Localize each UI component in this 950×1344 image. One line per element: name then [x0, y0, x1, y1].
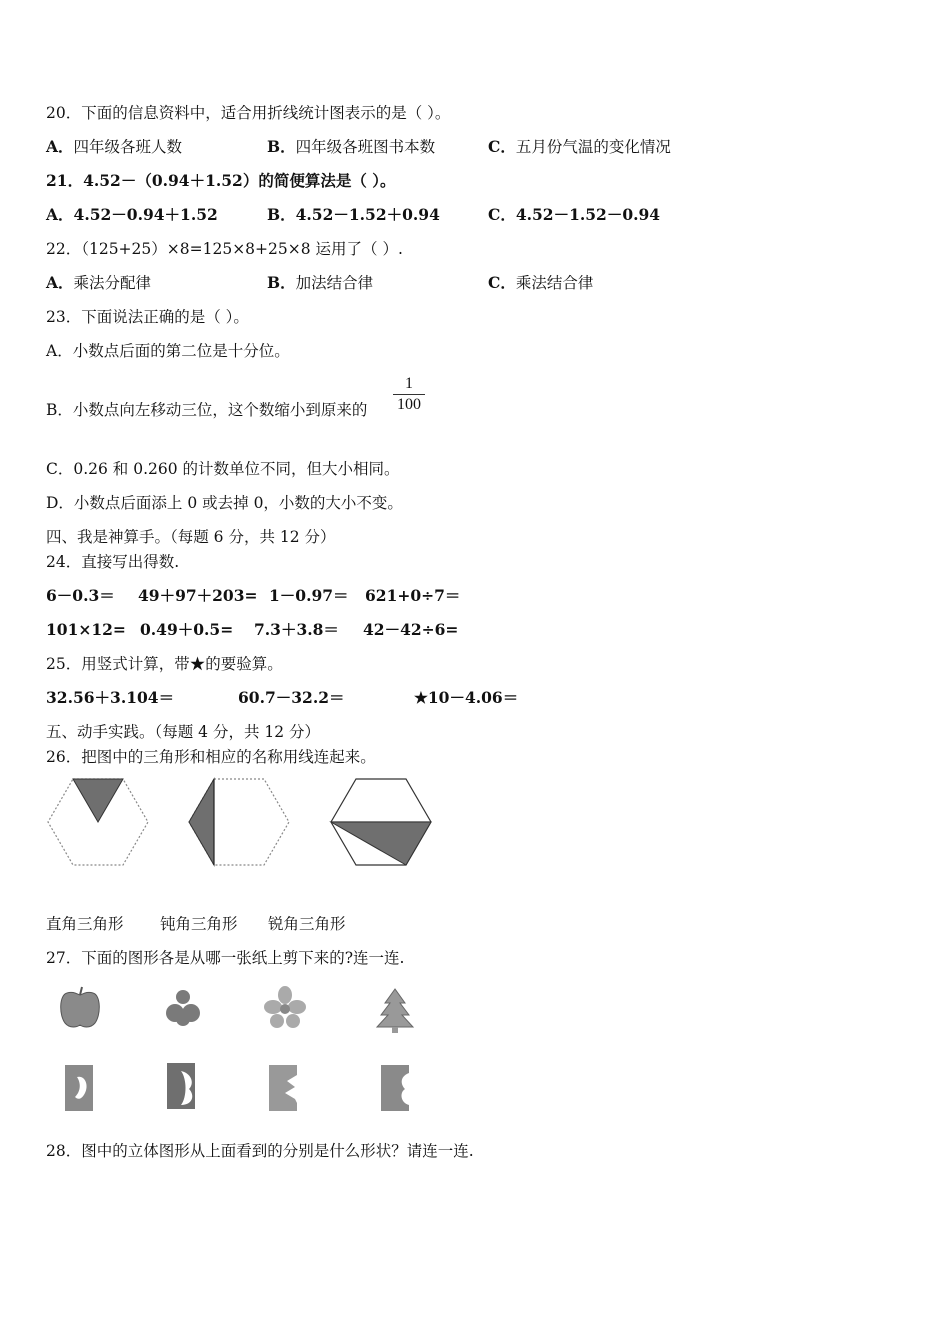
q22-option-c: C．乘法结合律 [488, 273, 594, 292]
q21-option-c: C．4.52－1.52－0.94 [488, 205, 661, 224]
q22-stem: 22．（125+25）×8=125×8+25×8 运用了（ ）. [46, 240, 403, 258]
q24-item-2: 49＋97＋203= [138, 586, 258, 605]
q21-option-a: A．4.52－0.94＋1.52 [46, 205, 218, 224]
fraction-numerator: 1 [405, 375, 413, 392]
q25-item-1: 32.56＋3.104＝ [46, 688, 175, 707]
fraction-denominator: 100 [397, 396, 421, 413]
q20-option-c: C．五月份气温的变化情况 [488, 137, 671, 156]
section-five-heading: 五、动手实践。（每题 4 分，共 12 分） [46, 723, 321, 741]
q23-option-d: D．小数点后面添上 0 或去掉 0，小数的大小不变。 [46, 494, 403, 512]
q21-stem: 21．4.52－（0.94＋1.52）的简便算法是（ ）。 [46, 171, 396, 190]
hexagon-obtuse-triangle [331, 779, 431, 865]
q24-item-7: 7.3＋3.8＝ [254, 620, 339, 639]
q26-label-acute-triangle: 锐角三角形 [268, 915, 346, 933]
q24-item-3: 1－0.97＝ [269, 586, 349, 605]
q28-stem: 28．图中的立体图形从上面看到的分别是什么形状？请连一连. [46, 1142, 474, 1160]
apple-shape-icon [61, 987, 100, 1027]
q25-item-3: ★10－4.06＝ [414, 688, 519, 707]
q24-item-6: 0.49＋0.5= [140, 620, 234, 639]
q22-option-a: A．乘法分配律 [46, 273, 152, 292]
q26-stem: 26．把图中的三角形和相应的名称用线连起来。 [46, 748, 376, 766]
q24-stem: 24．直接写出得数. [46, 553, 180, 571]
gourd-shape-icon [166, 990, 200, 1026]
paper-with-gourd-cutout-icon [167, 1063, 195, 1109]
q24-item-8: 42－42÷6= [363, 620, 459, 639]
section-four-heading: 四、我是神算手。（每题 6 分，共 12 分） [46, 528, 336, 546]
paper-with-flower-cutout-icon [269, 1065, 297, 1111]
hexagon-right-triangle [189, 779, 289, 865]
q24-item-1: 6－0.3＝ [46, 586, 115, 605]
q23-option-b: B．小数点向左移动三位，这个数缩小到原来的 [46, 401, 368, 419]
q26-hexagon-figures [40, 775, 460, 875]
q26-label-obtuse-triangle: 钝角三角形 [160, 915, 238, 933]
q20-option-a: A．四年级各班人数 [46, 137, 183, 156]
q21-option-b: B．4.52－1.52＋0.94 [267, 205, 440, 224]
q20-stem: 20．下面的信息资料中，适合用折线统计图表示的是（ ）。 [46, 104, 451, 122]
q20-option-b: B．四年级各班图书本数 [267, 137, 436, 156]
q26-label-right-triangle: 直角三角形 [46, 915, 124, 933]
q27-cutout-figures [55, 985, 455, 1125]
paper-with-tree-cutout-icon [381, 1065, 409, 1111]
q27-stem: 27．下面的图形各是从哪一张纸上剪下来的?连一连. [46, 949, 405, 967]
fraction-bar [393, 394, 425, 395]
fraction-one-hundredth [393, 375, 425, 414]
q24-item-5: 101×12= [46, 620, 126, 639]
paper-with-apple-cutout-icon [65, 1065, 93, 1111]
flower-shape-icon [264, 986, 306, 1028]
q23-option-c: C．0.26 和 0.260 的计数单位不同，但大小相同。 [46, 460, 400, 478]
q23-option-a: A．小数点后面的第二位是十分位。 [46, 342, 290, 360]
q23-stem: 23．下面说法正确的是（ ）。 [46, 308, 249, 326]
q22-option-b: B．加法结合律 [267, 273, 374, 292]
hexagon-acute-triangle [48, 779, 148, 865]
tree-shape-icon [377, 989, 413, 1033]
q25-stem: 25．用竖式计算，带★的要验算。 [46, 655, 283, 673]
q25-item-2: 60.7－32.2＝ [238, 688, 345, 707]
q24-item-4: 621+0÷7＝ [365, 586, 461, 605]
